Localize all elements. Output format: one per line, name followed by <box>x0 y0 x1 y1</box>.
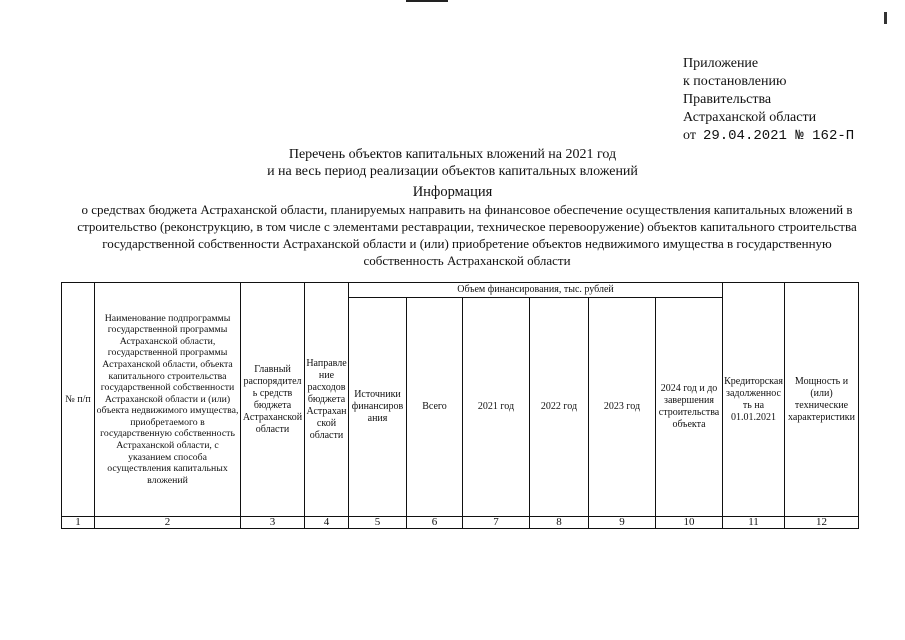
header-expense-direction: Направление расходов бюджета Астраханской области <box>305 283 349 517</box>
appendix-line: Приложение <box>683 56 759 71</box>
header-accounts-payable: Кредиторская задолженность на 01.01.2021 <box>723 283 785 517</box>
column-number: 9 <box>589 517 656 529</box>
capital-investment-table <box>61 282 859 529</box>
header-budget-manager: Главный распорядитель средств бюджета Астраханской области <box>241 283 305 517</box>
header-program-name: Наименование подпрограммы государственной программы Астраханской области, государственной программы Астраханской области, объекта капитального строительства государственной собственности Астраханской области и (или) объекта недвижимого имущества, приобретаемого в государственную собственность Астраханской области, с указанием способа осуществления капитальных вложений <box>95 283 241 517</box>
appendix-line: Правительства <box>683 92 772 107</box>
column-number: 6 <box>407 517 463 529</box>
appendix-block <box>683 55 854 145</box>
column-number: 10 <box>656 517 723 529</box>
column-number: 7 <box>463 517 530 529</box>
appendix-date-line <box>683 127 854 145</box>
column-number: 8 <box>530 517 589 529</box>
column-number: 1 <box>62 517 95 529</box>
title-line-2: и на весь период реализации объектов капитальных вложений <box>267 164 638 179</box>
title-line-1: Перечень объектов капитальных вложений на 2021 год <box>288 147 617 162</box>
appendix-line: Астраханской области <box>683 110 817 125</box>
header-funding-volume: Объем финансирования, тыс. рублей <box>349 283 723 298</box>
header-capacity: Мощность и (или) технические характеристики <box>785 283 859 517</box>
info-heading: Информация <box>412 184 493 200</box>
info-description: о средствах бюджета Астраханской области, планируемых направить на финансовое обеспечение осуществления капитальных вложений в строительство (реконструкцию, в том числе с элементами реставрации, техническое перевооружение) объектов капитального строительства государственной собственности Астраханской области и (или) приобретение объектов недвижимого имущества в государственную собственность Астраханской области <box>77 202 857 268</box>
header-number: № п/п <box>62 283 95 517</box>
header-total: Всего <box>407 298 463 517</box>
column-number: 12 <box>785 517 859 529</box>
corner-scan-mark <box>884 12 887 24</box>
header-funding-sources: Источники финансирования <box>349 298 407 517</box>
header-year-2022: 2022 год <box>530 298 589 517</box>
appendix-date-prefix: от <box>683 128 696 143</box>
document-title <box>0 146 905 180</box>
appendix-date-value: 29.04.2021 № 162-П <box>702 128 855 144</box>
header-year-2023: 2023 год <box>589 298 656 517</box>
top-scan-mark <box>406 0 448 2</box>
column-number: 3 <box>241 517 305 529</box>
column-number: 2 <box>95 517 241 529</box>
column-number: 5 <box>349 517 407 529</box>
appendix-line: к постановлению <box>683 74 787 89</box>
column-number: 11 <box>723 517 785 529</box>
column-number: 4 <box>305 517 349 529</box>
header-year-2024-onward: 2024 год и до завершения строительства объекта <box>656 298 723 517</box>
header-year-2021: 2021 год <box>463 298 530 517</box>
